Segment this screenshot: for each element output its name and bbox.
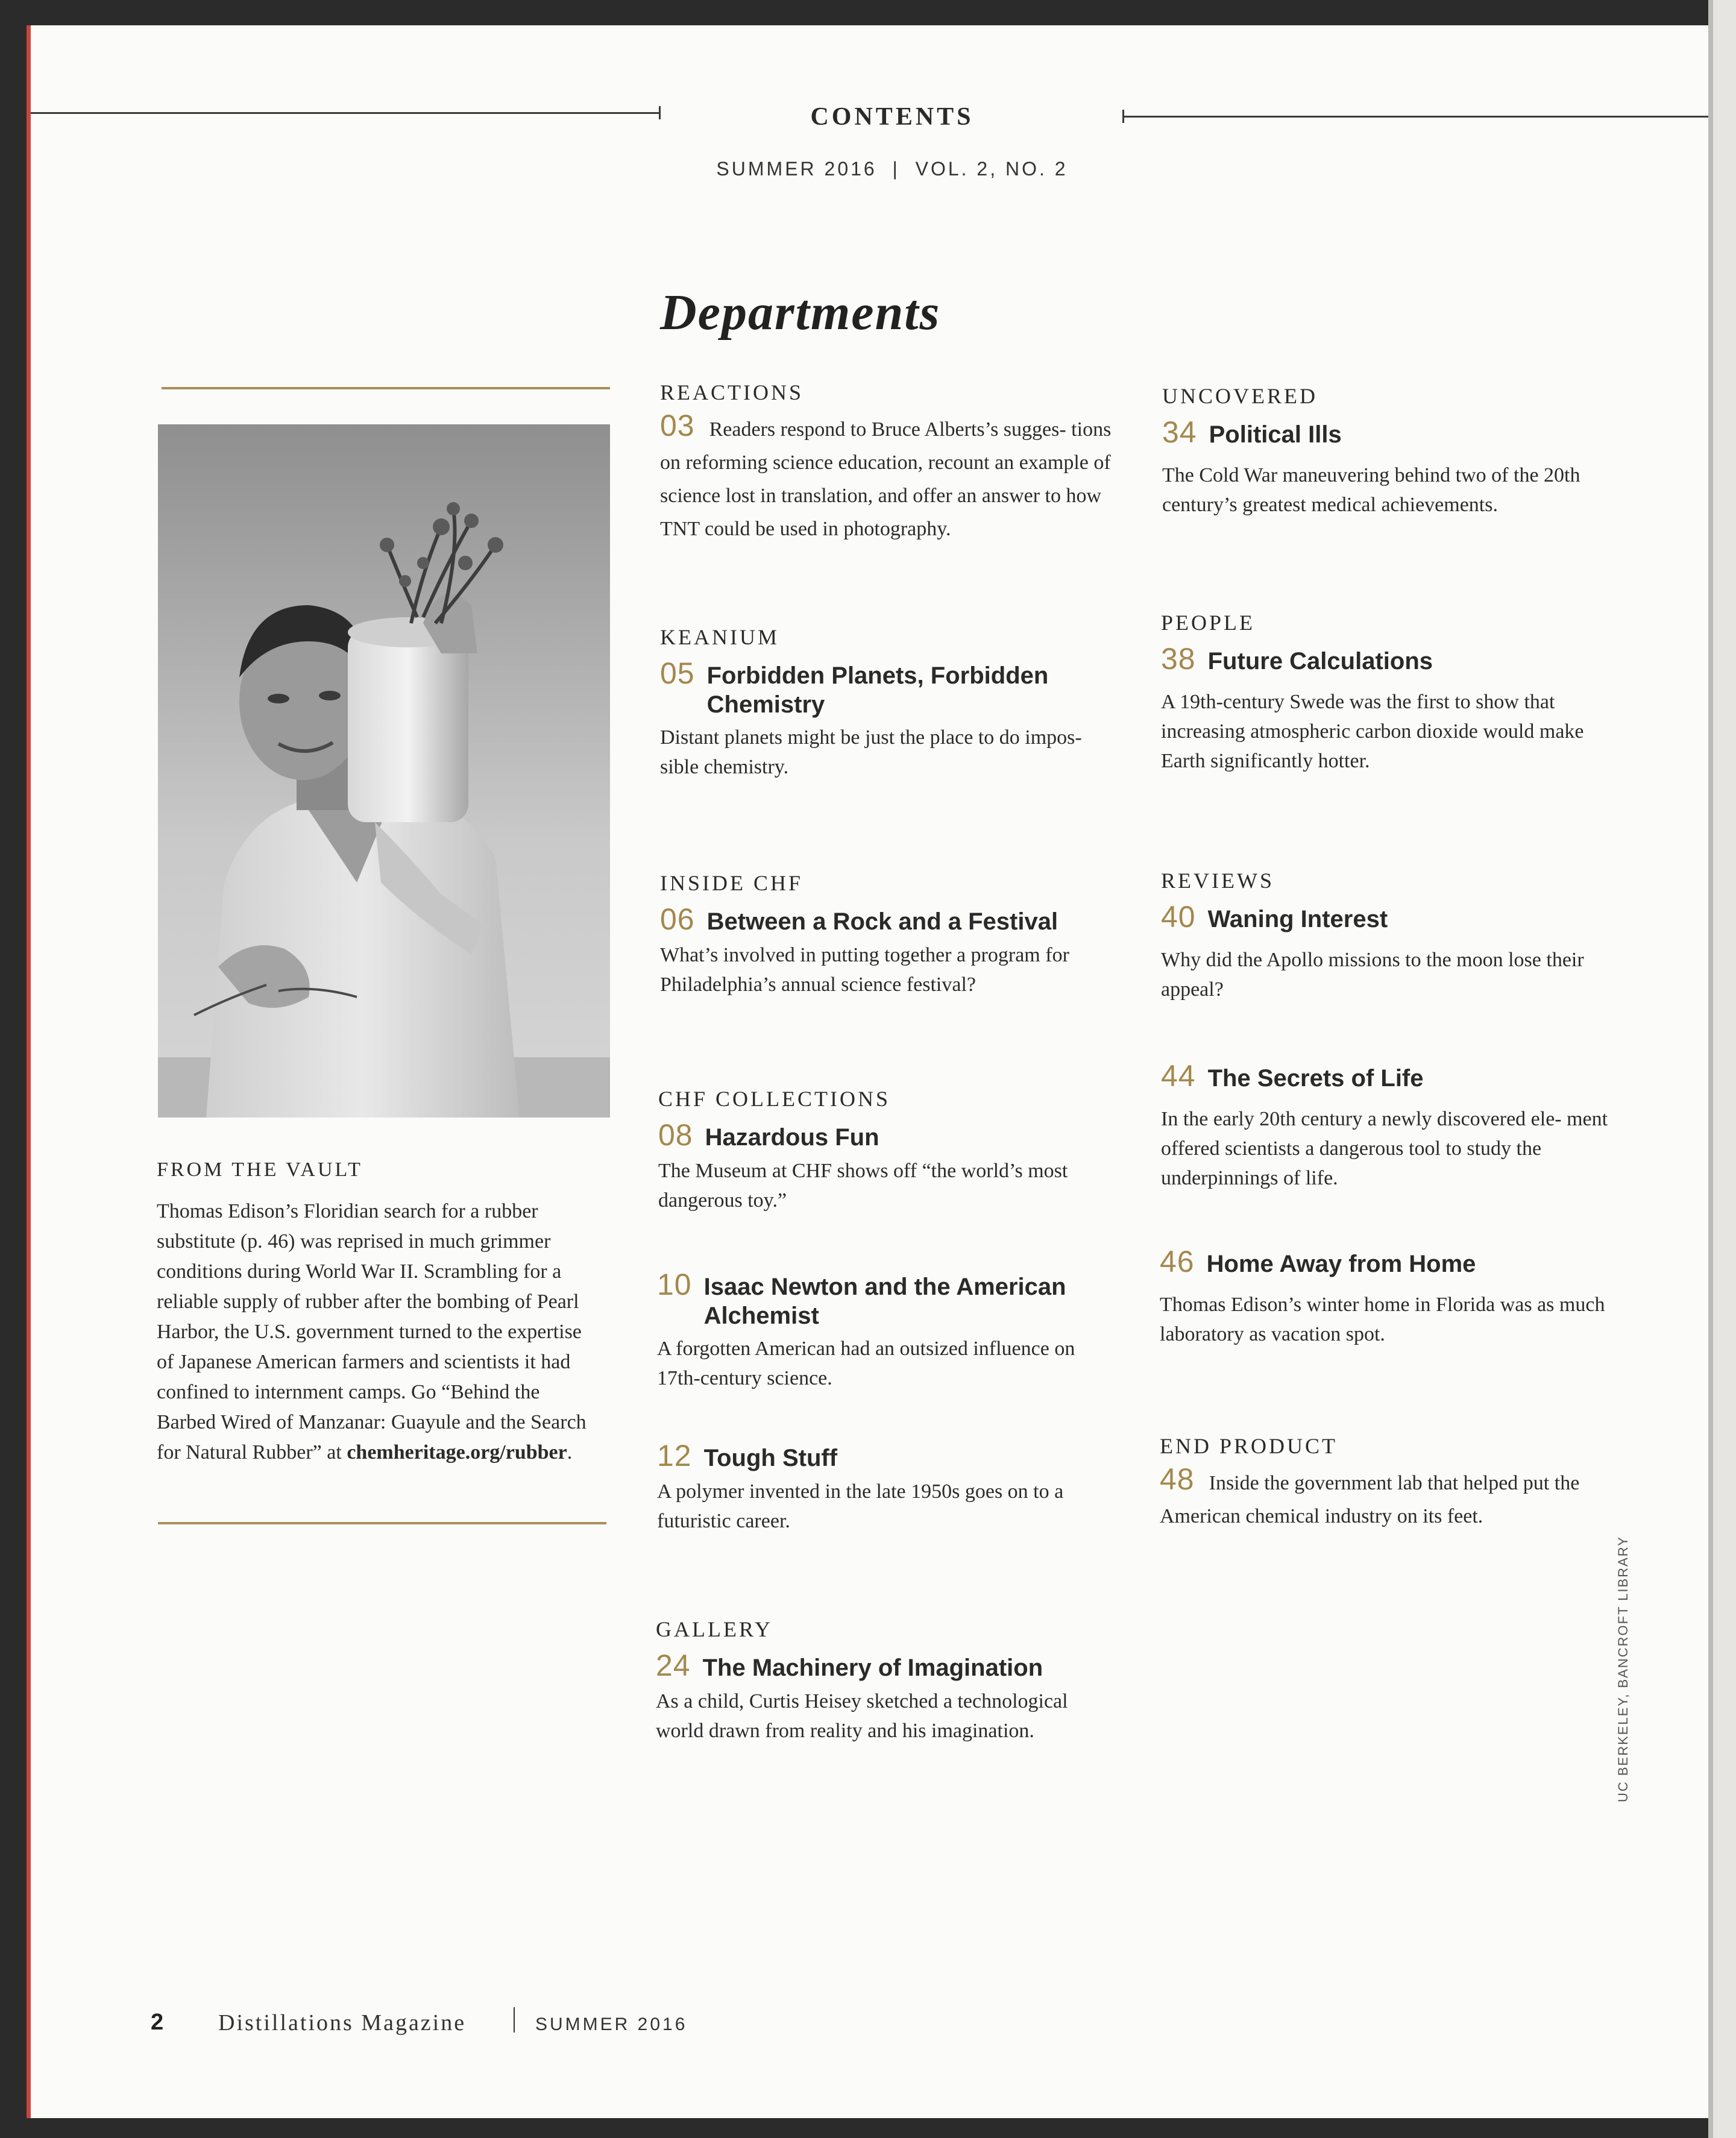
entry-newton xyxy=(657,1267,1121,1393)
footer-separator xyxy=(514,2007,515,2033)
entry-line xyxy=(660,411,1118,547)
entry-description: In the early 20th century a newly discovered ele- ment offered scientists a dangerous tool to study the underpinnings of life. xyxy=(1161,1108,1608,1189)
entry-gallery xyxy=(656,1617,1120,1746)
issue-info: SUMMER 2016 | VOL. 2, NO. 2 xyxy=(716,158,1068,180)
entry-line xyxy=(1160,1462,1630,1535)
footer-magazine-name: Distillations Magazine xyxy=(218,2010,467,2036)
entry-reviews xyxy=(1161,868,1631,1004)
entry-description: Inside the government lab that helped put the American chemical industry on its feet. xyxy=(1160,1472,1580,1527)
entry-chf-collections xyxy=(658,1086,1116,1215)
entry-line xyxy=(658,1118,1116,1152)
entry-tough-stuff xyxy=(657,1438,1121,1536)
section-label: UNCOVERED xyxy=(1162,384,1318,408)
header-rule-left xyxy=(31,112,661,114)
vault-top-rule xyxy=(162,387,610,389)
entry-title[interactable]: Forbidden Planets, Forbidden Chemistry xyxy=(706,662,1049,718)
entry-reactions xyxy=(660,380,1118,547)
entry-description: Readers respond to Bruce Alberts’s sugges- tions on reforming science education, recount an example of science lost in translation, and offer an answer to how TNT could be used in photography. xyxy=(660,418,1112,540)
entry-description: The Cold War maneuvering behind two of the 20th century’s greatest medical achievements. xyxy=(1162,464,1580,516)
entry-title[interactable]: Future Calculations xyxy=(1207,648,1433,674)
entry-title[interactable]: Home Away from Home xyxy=(1206,1251,1476,1277)
section-label: REVIEWS xyxy=(1161,869,1274,893)
page-number[interactable]: 44 xyxy=(1161,1059,1196,1093)
entry-title[interactable]: The Secrets of Life xyxy=(1207,1065,1424,1092)
section-label: PEOPLE xyxy=(1161,611,1256,635)
page-number[interactable]: 48 xyxy=(1160,1462,1195,1496)
vault-link-suffix: . xyxy=(567,1441,573,1464)
section-label: INSIDE CHF xyxy=(660,871,804,895)
page-number[interactable]: 08 xyxy=(658,1118,693,1152)
page-number[interactable]: 03 xyxy=(660,409,695,442)
page-number[interactable]: 46 xyxy=(1160,1245,1195,1278)
entry-line xyxy=(657,1267,1121,1330)
contents-title: CONTENTS xyxy=(810,103,974,131)
entry-line xyxy=(656,1648,1120,1683)
page-number[interactable]: 24 xyxy=(656,1649,691,1682)
entry-line xyxy=(1161,641,1631,676)
departments-heading: Departments xyxy=(660,285,941,341)
entry-line xyxy=(1161,1058,1631,1093)
entry-end-product xyxy=(1160,1433,1630,1535)
entry-line xyxy=(660,656,1118,719)
entry-description: Why did the Apollo missions to the moon lose their appeal? xyxy=(1161,949,1584,1001)
entry-description: What’s involved in putting together a program for Philadelphia’s annual science festival? xyxy=(660,944,1069,996)
entry-description: A polymer invented in the late 1950s goes on to a futuristic career. xyxy=(657,1480,1064,1532)
vault-link[interactable]: chemheritage.org/rubber xyxy=(347,1441,567,1464)
entry-description: Distant planets might be just the place to do impos- sible chemistry. xyxy=(660,726,1082,778)
vault-heading: FROM THE VAULT xyxy=(157,1159,363,1181)
entry-people xyxy=(1161,610,1631,776)
entry-line xyxy=(1160,1244,1630,1279)
entry-keanium xyxy=(660,624,1118,782)
entry-line xyxy=(657,1438,1121,1473)
section-label: END PRODUCT xyxy=(1160,1434,1338,1458)
page-edge-strip xyxy=(27,25,31,2118)
page-number[interactable]: 06 xyxy=(660,902,695,936)
footer-season: SUMMER 2016 xyxy=(535,2014,688,2034)
entry-title[interactable]: Waning Interest xyxy=(1207,906,1388,932)
entry-secrets-of-life xyxy=(1161,1058,1631,1193)
page-number[interactable]: 38 xyxy=(1161,642,1196,676)
entry-title[interactable]: Tough Stuff xyxy=(703,1445,838,1471)
header-rule-right-cap xyxy=(1122,110,1124,123)
entry-title[interactable]: Isaac Newton and the American Alchemist xyxy=(703,1274,1066,1329)
entry-title[interactable]: The Machinery of Imagination xyxy=(702,1655,1043,1681)
vault-body xyxy=(157,1196,603,1468)
page-number[interactable]: 05 xyxy=(660,656,695,690)
vault-body-text: Thomas Edison’s Floridian search for a rubber substitute (p. 46) was reprised in much grimmer conditions during World War II. Scrambling for a reliable supply of rubber after the bombing of Pearl Harbor, the U.S. government turned to the expertise of Japanese American farmers and scientists it had confined to internment camps. Go “Behind the Barbed Wired of Manzanar: Guayule and the Search for Natural Rubber” at xyxy=(157,1200,587,1464)
entry-description: A forgotten American had an outsized influence on 17th-century science. xyxy=(657,1338,1075,1389)
entry-line xyxy=(1162,415,1632,450)
vault-bottom-rule xyxy=(158,1522,606,1524)
entry-line xyxy=(1161,899,1631,934)
vault-photo xyxy=(158,424,610,1118)
header-rule-left-cap xyxy=(659,106,661,119)
section-label: REACTIONS xyxy=(660,380,804,404)
entry-description: A 19th-century Swede was the first to show that increasing atmospheric carbon dioxide would make Earth significantly hotter. xyxy=(1161,691,1584,772)
page-number[interactable]: 40 xyxy=(1161,900,1196,934)
footer-page-number: 2 xyxy=(151,2010,164,2035)
photo-credit: UC BERKELEY, BANCROFT LIBRARY xyxy=(1615,1536,1631,1802)
page-gutter-shadow xyxy=(1708,0,1713,2138)
entry-uncovered xyxy=(1162,383,1632,520)
page-number[interactable]: 34 xyxy=(1162,415,1197,449)
section-label: GALLERY xyxy=(656,1617,773,1641)
section-label: KEANIUM xyxy=(660,625,779,649)
entry-home-away xyxy=(1160,1244,1630,1349)
entry-title[interactable]: Political Ills xyxy=(1209,421,1342,448)
header-rule-right xyxy=(1122,116,1708,118)
entry-description: As a child, Curtis Heisey sketched a technological world drawn from reality and his imagination. xyxy=(656,1690,1068,1742)
entry-inside-chf xyxy=(660,870,1118,999)
entry-line xyxy=(660,902,1118,937)
entry-title[interactable]: Between a Rock and a Festival xyxy=(706,908,1058,935)
section-label: CHF COLLECTIONS xyxy=(658,1087,891,1111)
entry-description: Thomas Edison’s winter home in Florida was as much laboratory as vacation spot. xyxy=(1160,1294,1605,1345)
page-number[interactable]: 10 xyxy=(657,1268,692,1301)
farmer-photo-illustration xyxy=(158,424,610,1118)
entry-title[interactable]: Hazardous Fun xyxy=(705,1124,879,1151)
entry-description: The Museum at CHF shows off “the world’s most dangerous toy.” xyxy=(658,1160,1068,1212)
page-number[interactable]: 12 xyxy=(657,1439,692,1473)
